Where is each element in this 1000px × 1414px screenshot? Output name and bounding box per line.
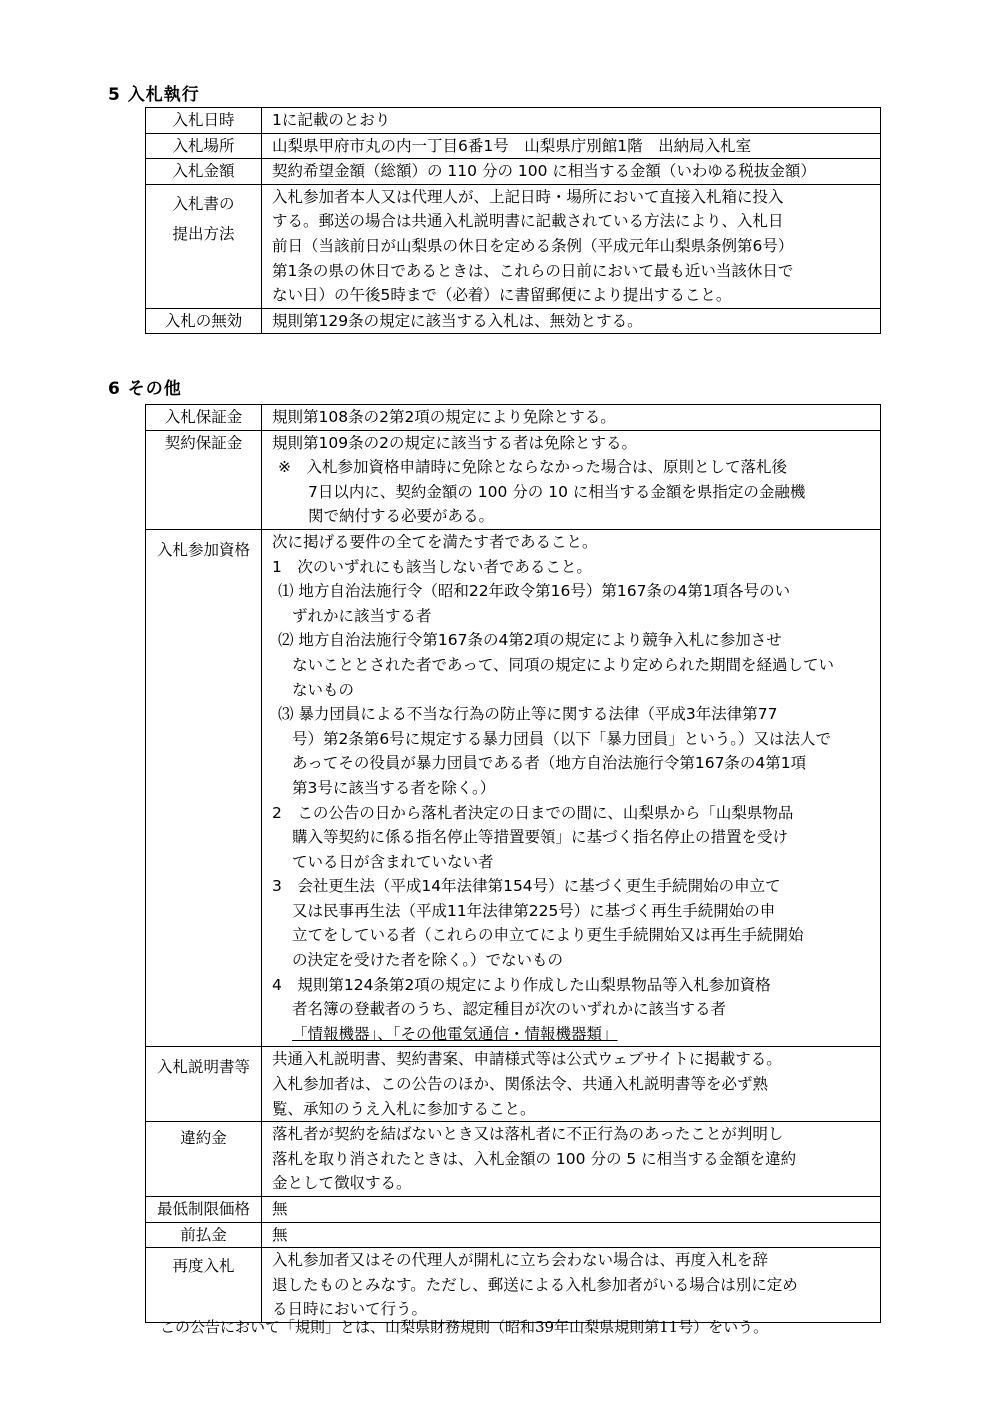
table-row (146, 308, 881, 334)
table-row (146, 1197, 881, 1223)
row-key: 前払金 (146, 1222, 262, 1248)
row-key: 入札書の 提出方法 (146, 184, 262, 308)
table-row (146, 184, 881, 308)
table-row (146, 1248, 881, 1323)
row-key: 入札金額 (146, 159, 262, 185)
section-5-table (145, 107, 881, 334)
row-key: 入札日時 (146, 108, 262, 134)
row-value: 入札参加者本人又は代理人が、上記日時・場所において直接入札箱に投入 する。郵送の場合は共通入札説明書に記載されている方法により、入札日 前日（当該前日が山梨県の休日を定める条例（平成元年山梨県条例第6号） 第1条の県の休日であるときは、これらの日前において最も近い当該休日で ない日）の午後5時まで（必着）に書留郵便により提出すること。 (262, 184, 881, 308)
row-key: 入札場所 (146, 133, 262, 159)
table-row (146, 1122, 881, 1197)
row-key: 契約保証金 (146, 430, 262, 529)
table-row (146, 159, 881, 185)
table-row (146, 1047, 881, 1122)
section-5-heading: 5 入札執行 (108, 85, 200, 105)
row-value: 入札参加者又はその代理人が開札に立ち会わない場合は、再度入札を辞 退したものとみなす。ただし、郵送による入札参加者がいる場合は別に定め る日時において行う。 (262, 1248, 881, 1323)
footer-note: この公告において「規則」とは、山梨県財務規則（昭和39年山梨県規則第11号）をいう。 (160, 1318, 769, 1336)
row-value: 規則第109条の2の規定に該当する者は免除とする。 ※ 入札参加資格申請時に免除とならなかった場合は、原則として落札後 7日以内に、契約金額の 100 分の 10 に相当する金額を県指定の金融機 関で納付する必要がある。 (262, 430, 881, 529)
row-key: 違約金 (146, 1122, 262, 1197)
row-key: 最低制限価格 (146, 1197, 262, 1223)
row-value: 無 (262, 1197, 881, 1223)
row-value: 1に記載のとおり (262, 108, 881, 134)
table-row (146, 108, 881, 134)
table-row (146, 529, 881, 1046)
row-key: 入札保証金 (146, 405, 262, 431)
row-key: 再度入札 (146, 1248, 262, 1323)
table-row (146, 405, 881, 431)
row-value: 規則第108条の2第2項の規定により免除とする。 (262, 405, 881, 431)
section-6-table (145, 404, 881, 1323)
row-value: 共通入札説明書、契約書案、申請様式等は公式ウェブサイトに掲載する。 入札参加者は、この公告のほか、関係法令、共通入札説明書等を必ず熟 覧、承知のうえ入札に参加すること。 (262, 1047, 881, 1122)
row-key: 入札参加資格 (146, 529, 262, 1046)
row-key: 入札説明書等 (146, 1047, 262, 1122)
row-value: 無 (262, 1222, 881, 1248)
table-row (146, 430, 881, 529)
table-row (146, 133, 881, 159)
row-value: 落札者が契約を結ばないとき又は落札者に不正行為のあったことが判明し 落札を取り消されたときは、入札金額の 100 分の 5 に相当する金額を違約 金として徴収する。 (262, 1122, 881, 1197)
row-value: 次に掲げる要件の全てを満たす者であること。 1 次のいずれにも該当しない者であること。 ⑴ 地方自治法施行令（昭和22年政令第16号）第167条の4第1項各号のい ずれかに該当する者 ⑵ 地方自治法施行令第167条の4第2項の規定により競争入札に参加させ ないこととされた者であって、同項の規定により定められた期間を経過してい ないもの ⑶ 暴力団員による不当な行為の防止等に関する法律（平成3年法律第77 号）第2条第6号に規定する暴力団員（以下「暴力団員」という。）又は法人で あってその役員が暴力団員である者（地方自治法施行令第167条の4第1項 第3号に該当する者を除く。） 2 この公告の日から落札者決定の日までの間に、山梨県から「山梨県物品 購入等契約に係る指名停止等措置要領」に基づく指名停止の措置を受け ている日が含まれていない者 3 会社更生法（平成14年法律第154号）に基づく更生手続開始の申立て 又は民事再生法（平成11年法律第225号）に基づく再生手続開始の申 立てをしている者（これらの申立てにより更生手続開始又は再生手続開始 の決定を受けた者を除く。）でないもの 4 規則第124条第2項の規定により作成した山梨県物品等入札参加資格 者名簿の登載者のうち、認定種目が次のいずれかに該当する者 「情報機器」、「その他電気通信・情報機器類」 (262, 529, 881, 1046)
row-value: 規則第129条の規定に該当する入札は、無効とする。 (262, 308, 881, 334)
table-row (146, 1222, 881, 1248)
row-value: 契約希望金額（総額）の 110 分の 100 に相当する金額（いわゆる税抜金額） (262, 159, 881, 185)
row-key: 入札の無効 (146, 308, 262, 334)
row-value: 山梨県甲府市丸の内一丁目6番1号 山梨県庁別館1階 出納局入札室 (262, 133, 881, 159)
section-6-heading: 6 その他 (108, 379, 182, 399)
